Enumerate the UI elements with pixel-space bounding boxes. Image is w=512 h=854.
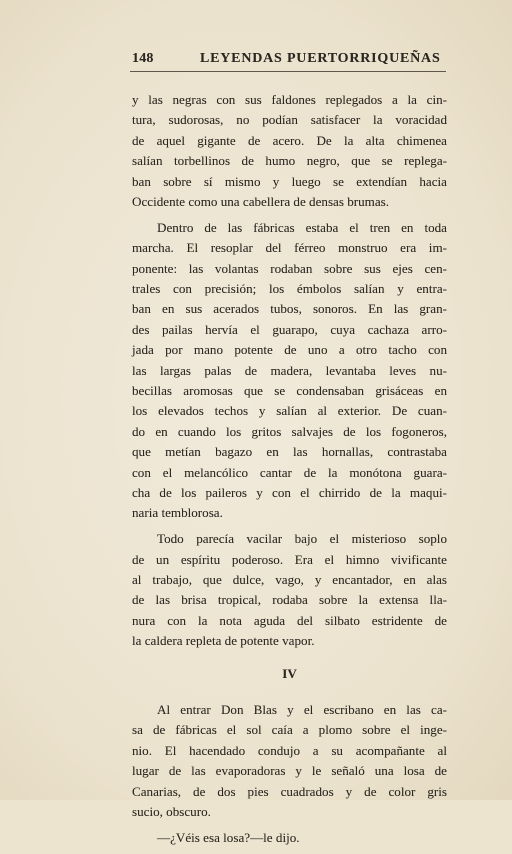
- text-line: tura, sudorosas, no podían satisfacer la voracidad: [132, 112, 447, 128]
- text-line: salían torbellinos de humo negro, que se replega-: [132, 153, 447, 169]
- paragraph: [132, 529, 447, 651]
- paragraph: [132, 700, 447, 822]
- text-line: Occidente como una cabellera de densas brumas.: [132, 193, 390, 209]
- text-line: ban en sus acerados tubos, sonoros. En las gran-: [132, 301, 447, 317]
- paragraph: [132, 218, 447, 524]
- text-line: des pailas hervía el guarapo, cuya cachaza arro-: [132, 321, 447, 337]
- dialogue-line: —¿Véis esa losa?—le dijo.: [157, 829, 300, 845]
- text-line: que metían bagazo en las hornallas, contrastaba: [132, 444, 447, 460]
- page-number: 148: [132, 51, 154, 66]
- text-line: nio. El hacendado condujo a su acompañante al: [132, 742, 447, 758]
- running-head: LEYENDAS PUERTORRIQUEÑAS: [200, 51, 441, 66]
- paragraph: [132, 90, 447, 212]
- text-line: becillas aromosas que se condensaban grisáceas en: [132, 382, 447, 398]
- text-line: la caldera repleta de potente vapor.: [132, 633, 315, 649]
- text-line: Todo parecía vacilar bajo el misterioso soplo: [157, 531, 447, 547]
- text-line: jada por mano potente de uno a otro tacho con: [132, 342, 447, 358]
- text-line: sucio, obscuro.: [132, 803, 211, 819]
- text-line: los elevados techos y salían al exterior. De cuan-: [132, 403, 447, 419]
- page-body: [132, 90, 447, 854]
- text-line: Canarias, de dos pies cuadrados y de color gris: [132, 783, 447, 799]
- dialogue-paragraph: [132, 828, 447, 848]
- text-line: Al entrar Don Blas y el escribano en las ca-: [157, 701, 447, 717]
- page-header: [132, 51, 447, 71]
- text-line: marcha. El resoplar del férreo monstruo era im-: [132, 240, 447, 256]
- text-line: las largas palas de madera, levantaba leves nu-: [132, 362, 447, 378]
- text-line: Dentro de las fábricas estaba el tren en toda: [157, 219, 447, 235]
- text-line: de aquel gigante de acero. De la alta chimenea: [132, 132, 447, 148]
- text-line: sa de fábricas el sol caía a plomo sobre el inge-: [132, 722, 447, 738]
- text-line: nura con la nota aguda del silbato estridente de: [132, 612, 447, 628]
- text-line: naria temblorosa.: [132, 505, 223, 521]
- text-line: y las negras con sus faldones replegados a la cin-: [132, 92, 447, 107]
- text-line: ban sobre sí mismo y luego se extendían hacia: [132, 173, 447, 189]
- text-line: lugar de las evaporadoras y le señaló una losa de: [132, 763, 447, 779]
- header-rule: [130, 71, 446, 72]
- section-heading: IV: [282, 665, 297, 681]
- text-line: de las brisa tropical, rodaba sobre la extensa lla-: [132, 592, 447, 608]
- text-line: ponente: las volantas rodaban sobre sus ejes cen-: [132, 260, 447, 276]
- text-line: al trabajo, que dulce, vago, y encantador, en alas: [132, 571, 447, 587]
- text-line: de un espíritu poderoso. Era el himno vivificante: [132, 551, 447, 567]
- text-line: do en cuando los gritos salvajes de los fogoneros,: [132, 423, 447, 439]
- text-line: trales con precisión; los émbolos salían y entra-: [132, 281, 447, 297]
- text-line: cha de los paileros y con el chirrido de la maqui-: [132, 484, 447, 500]
- text-line: con el melancólico cantar de la monótona guara-: [132, 464, 447, 480]
